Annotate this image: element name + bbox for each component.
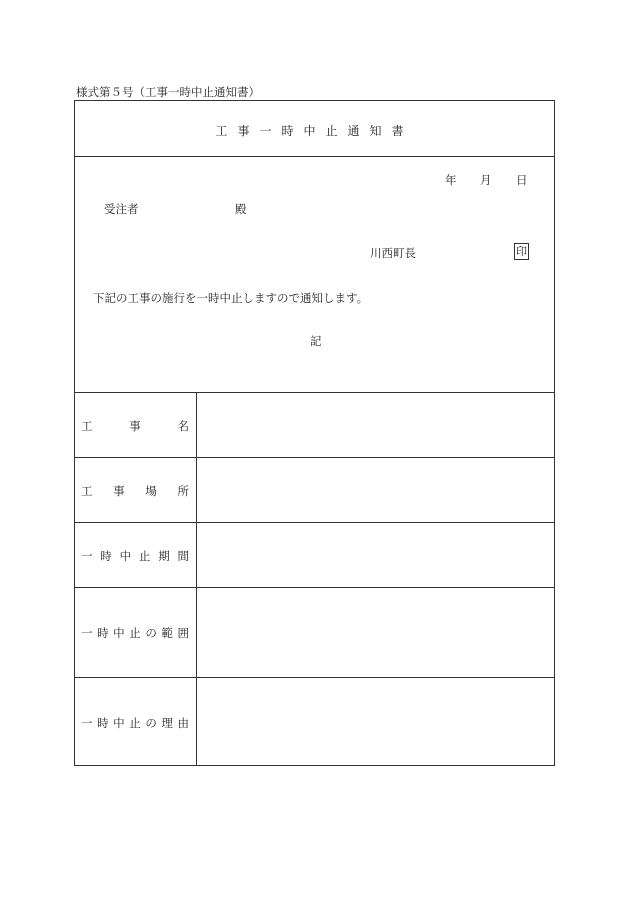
row-label-char: 場	[145, 483, 157, 498]
seal-mark: 印	[516, 245, 527, 258]
row-label	[81, 625, 189, 641]
row-label-char: 所	[177, 483, 189, 498]
document-title: 工事一時中止通知書	[215, 124, 414, 138]
column-divider	[196, 392, 197, 765]
row-divider	[75, 677, 554, 678]
recipient-label: 受注者	[104, 202, 139, 216]
row-label-char: 一	[81, 716, 93, 730]
row-label-char: 時	[100, 548, 112, 563]
row-label-char: 一	[81, 626, 93, 640]
row-label-char: 事	[113, 483, 125, 498]
row-label-char: 囲	[177, 626, 189, 640]
row-label-char: 範	[161, 626, 173, 640]
issuer-name: 川西町長	[370, 246, 416, 260]
body-text: 下記の工事の施行を一時中止しますので通知します。	[93, 291, 369, 305]
row-label-char: 中	[119, 548, 132, 563]
honorific: 殿	[235, 202, 247, 216]
row-label-char: 時	[97, 716, 109, 730]
title-divider	[75, 156, 554, 157]
row-divider	[75, 457, 554, 458]
row-label-char: 中	[113, 626, 125, 640]
date-day: 日	[516, 173, 528, 187]
row-label	[81, 483, 189, 499]
row-label	[81, 418, 189, 434]
date-month: 月	[480, 173, 492, 187]
row-label-char: 止	[129, 716, 141, 730]
row-divider	[75, 522, 554, 523]
row-label-char: 時	[97, 626, 109, 640]
row-label	[81, 715, 189, 731]
row-label-char: 工	[81, 483, 93, 498]
row-label-char: 一	[81, 548, 93, 563]
row-label-char: 由	[177, 716, 189, 730]
notice-form	[74, 100, 555, 766]
date-year: 年	[445, 173, 457, 187]
row-label-char: の	[145, 626, 157, 640]
row-label	[81, 548, 189, 564]
header-divider	[75, 392, 554, 393]
row-label-char: 工	[81, 418, 93, 433]
row-label-char: の	[145, 716, 157, 730]
row-divider	[75, 587, 554, 588]
row-label-char: 名	[177, 418, 189, 433]
ki-mark: 記	[310, 334, 322, 348]
row-label-char: 止	[129, 626, 141, 640]
row-label-char: 間	[177, 548, 189, 563]
row-label-char: 中	[113, 716, 125, 730]
form-number-label: 様式第５号（工事一時中止通知書）	[76, 85, 260, 99]
row-label-char: 事	[129, 418, 141, 433]
row-label-char: 期	[158, 548, 170, 563]
row-label-char: 理	[161, 716, 173, 730]
row-label-char: 止	[138, 548, 151, 563]
